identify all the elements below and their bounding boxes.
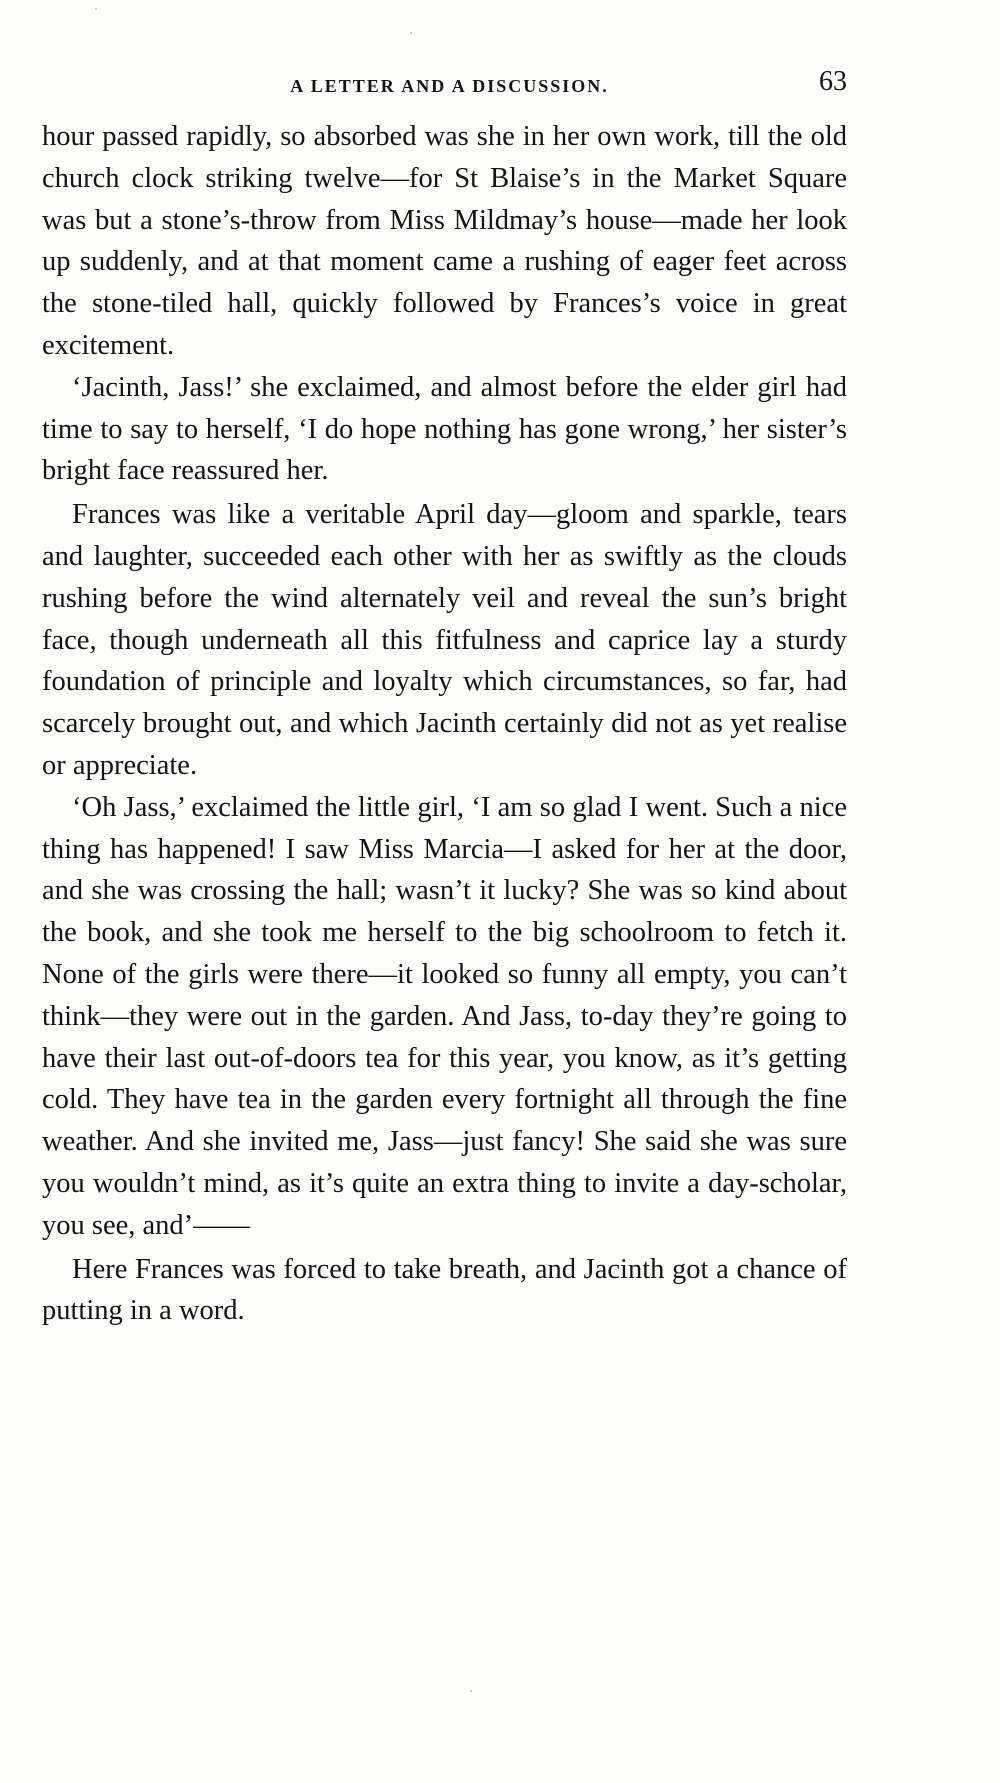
paper-speck: [95, 8, 97, 10]
paragraph-continued: hour passed rapidly, so absorbed was she in her own work, till the old church clock striking twelve—for St Blaise’s in the Market Square was but a stone’s-throw from Miss Mildmay’s house—made her look up suddenly, and at that moment came a rushing of eager feet across the stone-tiled hall, quickly followed by Frances’s voice in great excitement.: [42, 121, 847, 361]
running-title: A LETTER AND A DISCUSSION.: [290, 76, 609, 96]
body-text: [42, 116, 847, 1332]
paragraph-forced-breath: Here Frances was forced to take breath, and Jacinth got a chance of putting in a word.: [42, 1253, 847, 1327]
page-header: [42, 62, 847, 112]
book-page: [42, 62, 847, 1332]
paragraph-jacinth-jass: ‘Jacinth, Jass!’ she exclaimed, and almost before the elder girl had time to say to herself, ‘I do hope nothing has gone wrong,’ her sister’s bright face reassured her.: [42, 371, 847, 487]
paragraph-april-day: Frances was like a veritable April day—gloom and sparkle, tears and laughter, succeeded each other with her as swiftly as the clouds rushing before the wind alternately veil and reveal the sun’s bright face, though underneath all this fitfulness and caprice lay a sturdy foundation of principle and loyalty which circumstances, so far, had scarcely brought out, and which Jacinth certainly did not as yet realise or appreciate.: [42, 499, 847, 781]
page-number: 63: [819, 66, 847, 97]
paragraph-oh-jass: ‘Oh Jass,’ exclaimed the little girl, ‘I am so glad I went. Such a nice thing has happened! I saw Miss Marcia—I asked for her at the door, and she was crossing the hall; wasn’t it lucky? She was so kind about the book, and she took me herself to the big schoolroom to fetch it. None of the girls were there—it looked so funny all empty, you can’t think—they were out in the garden. And Jass, to-day they’re going to have their last out-of-doors tea for this year, you know, as it’s getting cold. They have tea in the garden every fortnight all through the fine weather. And she invited me, Jass—just fancy! She said she was sure you wouldn’t mind, as it’s quite an extra thing to invite a day-scholar, you see, and’——: [42, 791, 847, 1241]
paper-speck: [410, 32, 412, 34]
paper-speck: [470, 1690, 472, 1692]
